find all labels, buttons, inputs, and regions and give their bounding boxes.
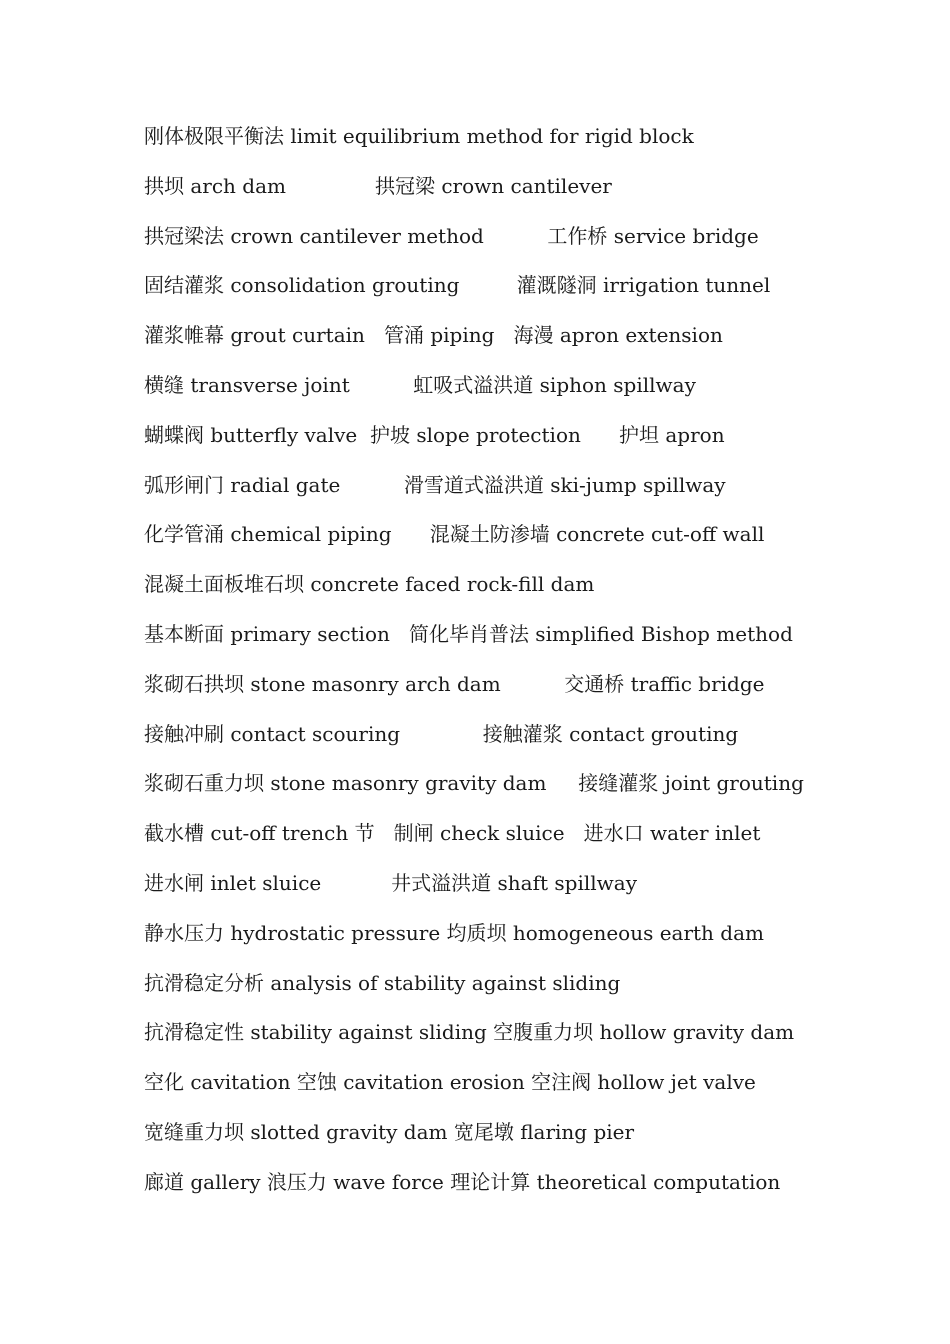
glossary-line: 宽缝重力坝 slotted gravity dam 宽尾墩 flaring pier xyxy=(144,1119,635,1144)
glossary-line: 基本断面 primary section 简化毕肖普法 simplified Bishop method xyxy=(144,621,793,646)
glossary-line: 横缝 transverse joint 虹吸式溢洪道 siphon spillway xyxy=(144,372,696,397)
glossary-line: 刚体极限平衡法 limit equilibrium method for rigid block xyxy=(144,124,694,148)
glossary-lines xyxy=(144,112,844,1208)
glossary-line: 固结灌浆 consolidation grouting 灌溉隧洞 irrigation tunnel xyxy=(144,273,771,298)
glossary-line: 抗滑稳定性 stability against sliding 空腹重力坝 hollow gravity dam xyxy=(144,1020,795,1045)
glossary-line: 浆砌石拱坝 stone masonry arch dam 交通桥 traffic bridge xyxy=(144,671,765,696)
glossary-line: 灌浆帷幕 grout curtain 管涌 piping 海漫 apron extension xyxy=(144,323,723,348)
glossary-line: 接触冲刷 contact scouring 接触灌浆 contact grouting xyxy=(144,721,739,746)
glossary-line: 拱坝 arch dam 拱冠梁 crown cantilever xyxy=(144,173,612,198)
glossary-line: 静水压力 hydrostatic pressure 均质坝 homogeneous earth dam xyxy=(144,920,764,945)
glossary-line: 弧形闸门 radial gate 滑雪道式溢洪道 ski-jump spillway xyxy=(144,472,726,497)
glossary-line: 廊道 gallery 浪压力 wave force 理论计算 theoretical computation xyxy=(144,1169,781,1194)
glossary-line: 化学管涌 chemical piping 混凝土防渗墙 concrete cut-off wall xyxy=(144,522,765,547)
glossary-line: 蝴蝶阀 butterfly valve 护坡 slope protection 护坦 apron xyxy=(144,422,725,447)
glossary-line: 空化 cavitation 空蚀 cavitation erosion 空注阀 hollow jet valve xyxy=(144,1070,756,1095)
glossary-line: 混凝土面板堆石坝 concrete faced rock-fill dam xyxy=(144,572,595,597)
glossary-line: 拱冠梁法 crown cantilever method 工作桥 service bridge xyxy=(144,223,759,248)
glossary-line: 进水闸 inlet sluice 井式溢洪道 shaft spillway xyxy=(144,870,637,895)
glossary-line: 浆砌石重力坝 stone masonry gravity dam 接缝灌浆 joint grouting xyxy=(144,771,804,796)
glossary-line: 抗滑稳定分析 analysis of stability against sliding xyxy=(144,970,621,995)
glossary-line: 截水槽 cut-off trench 节 制闸 check sluice 进水口 water inlet xyxy=(144,821,761,846)
